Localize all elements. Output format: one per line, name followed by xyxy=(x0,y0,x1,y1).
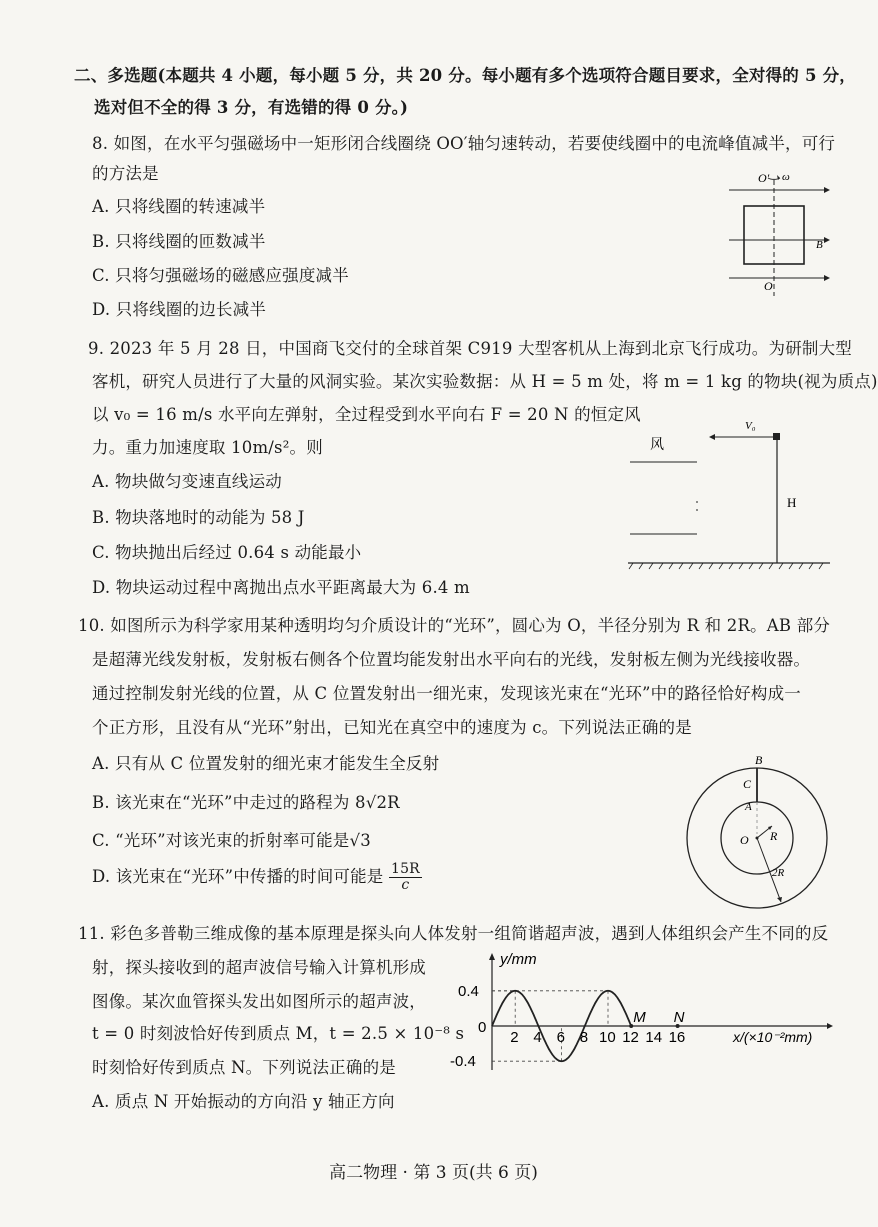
x-tick-label: 8 xyxy=(579,1029,589,1046)
q9-stem-line3: 以 v₀ = 16 m/s 水平向左弹射，全过程受到水平向右 F = 20 N 的恒定风 xyxy=(92,405,641,424)
q11-wave-chart xyxy=(450,950,840,1080)
x-tick-label: 14 xyxy=(645,1029,663,1046)
x-tick-label: 0 xyxy=(478,1019,487,1036)
q10-label-c: C xyxy=(743,777,752,791)
x-tick-label: 4 xyxy=(533,1029,542,1046)
q8-label-o-prime: O′ xyxy=(758,171,770,185)
q10-option-c: C. “光环”对该光束的折射率可能是√3 xyxy=(92,831,371,850)
q9-label-h: H xyxy=(787,495,797,510)
q9-option-b: B. 物块落地时的动能为 58 J xyxy=(92,508,305,527)
q10-fraction-denominator: c xyxy=(401,877,410,893)
point-n-label: N xyxy=(673,1009,685,1026)
x-tick-label: 10 xyxy=(599,1029,616,1046)
q10-label-o: O xyxy=(740,833,749,847)
page-footer: 高二物理 · 第 3 页(共 6 页) xyxy=(329,1163,538,1183)
q9-stem-line4: 力。重力加速度取 10m/s²。则 xyxy=(92,438,323,457)
q10-option-d-text: D. 该光束在“光环”中传播的时间可能是 xyxy=(92,867,384,886)
q10-label-2r: 2R xyxy=(772,867,785,879)
q10-stem-line1: 10. 如图所示为科学家用某种透明均匀介质设计的“光环”，圆心为 O，半径分别为 R 和 2R。AB 部分 xyxy=(78,616,831,635)
q9-stem-line1: 9. 2023 年 5 月 28 日，中国商飞交付的全球首架 C919 大型客机从上海到北京飞行成功。为研制大型 xyxy=(88,339,853,358)
point-m-label: M xyxy=(633,1009,646,1026)
q9-option-d: D. 物块运动过程中离抛出点水平距离最大为 6.4 m xyxy=(92,578,470,597)
q10-stem-line3: 通过控制发射光线的位置，从 C 位置发射出一细光束，发现该光束在“光环”中的路径恰好构成一 xyxy=(92,684,801,703)
q10-label-b: B xyxy=(755,753,763,767)
y-tick-label: -0.4 xyxy=(450,1053,476,1071)
y-axis-label: y/mm xyxy=(500,951,537,968)
y-tick-label: 0.4 xyxy=(458,982,479,1000)
q11-stem-line1: 11. 彩色多普勒三维成像的基本原理是探头向人体发射一组简谐超声波，遇到人体组织会产生不同的反 xyxy=(78,924,829,943)
q10-light-ring-figure xyxy=(685,748,835,918)
q10-label-a: A xyxy=(745,801,752,813)
x-tick-label: 12 xyxy=(622,1029,639,1046)
x-axis-arrow xyxy=(827,1023,833,1029)
q8-label-b: B xyxy=(816,239,823,251)
q11-stem-line5: 时刻恰好传到质点 N。下列说法正确的是 xyxy=(92,1058,396,1077)
q10-fraction-numerator: 15R xyxy=(390,861,420,877)
q10-option-b: B. 该光束在“光环”中走过的路程为 8√2R xyxy=(92,793,400,812)
q10-option-a: A. 只有从 C 位置发射的细光束才能发生全反射 xyxy=(92,754,440,773)
q8-label-omega: ω xyxy=(782,171,790,183)
q8-stem-line2: 的方法是 xyxy=(92,164,159,183)
q8-option-a: A. 只将线圈的转速减半 xyxy=(92,197,266,216)
q9-label-wind: 风 xyxy=(650,437,664,453)
q11-stem-line4: t = 0 时刻波恰好传到质点 M，t = 2.5 × 10⁻⁸ s xyxy=(92,1024,465,1043)
x-tick-label: 16 xyxy=(668,1029,686,1046)
q10-stem-line4: 个正方形，且没有从“光环”射出，已知光在真空中的速度为 c。下列说法正确的是 xyxy=(92,718,692,737)
q11-stem-line2: 射，探头接收到的超声波信号输入计算机形成 xyxy=(92,958,426,977)
q10-option-d xyxy=(92,862,422,893)
section-header-line2: 选对但不全的得 3 分，有选错的得 0 分。) xyxy=(94,98,409,117)
section-header-line1: 二、多选题(本题共 4 小题，每小题 5 分，共 20 分。每小题有多个选项符合题目要求，全对得的 5 分， xyxy=(74,66,856,85)
q8-coil-figure xyxy=(724,166,834,311)
q11-option-a: A. 质点 N 开始振动的方向沿 y 轴正方向 xyxy=(92,1092,395,1111)
q8-stem-line1: 8. 如图，在水平匀强磁场中一矩形闭合线圈绕 OO′轴匀速转动，若要使线圈中的电流峰值减半，可行 xyxy=(92,134,836,153)
q9-wind-figure xyxy=(625,415,840,575)
q8-option-b: B. 只将线圈的匝数减半 xyxy=(92,232,266,251)
x-tick-label: 6 xyxy=(556,1029,565,1046)
x-tick-label: 2 xyxy=(510,1029,519,1046)
q10-label-r: R xyxy=(770,829,778,843)
q8-label-o: O xyxy=(764,279,773,293)
y-axis-arrow xyxy=(489,953,495,960)
q11-stem-line3: 图像。某次血管探头发出如图所示的超声波， xyxy=(92,992,426,1011)
q9-option-a: A. 物块做匀变速直线运动 xyxy=(92,472,283,491)
x-axis-label: x/(×10⁻²mm) xyxy=(733,1029,813,1045)
q10-option-d-fraction xyxy=(389,862,422,893)
wave-chart-svg xyxy=(450,950,840,1080)
q9-stem-line2: 客机，研究人员进行了大量的风洞实验。某次实验数据：从 H = 5 m 处，将 m = 1 kg 的物块(视为质点) xyxy=(92,372,878,391)
q9-label-v0: V₀ xyxy=(745,420,756,432)
q8-option-d: D. 只将线圈的边长减半 xyxy=(92,300,267,319)
q9-option-c: C. 物块抛出后经过 0.64 s 动能最小 xyxy=(92,543,362,562)
q10-stem-line2: 是超薄光线发射板，发射板右侧各个位置均能发射出水平向右的光线，发射板左侧为光线接收器。 xyxy=(92,650,811,669)
q8-option-c: C. 只将匀强磁场的磁感应强度减半 xyxy=(92,266,349,285)
